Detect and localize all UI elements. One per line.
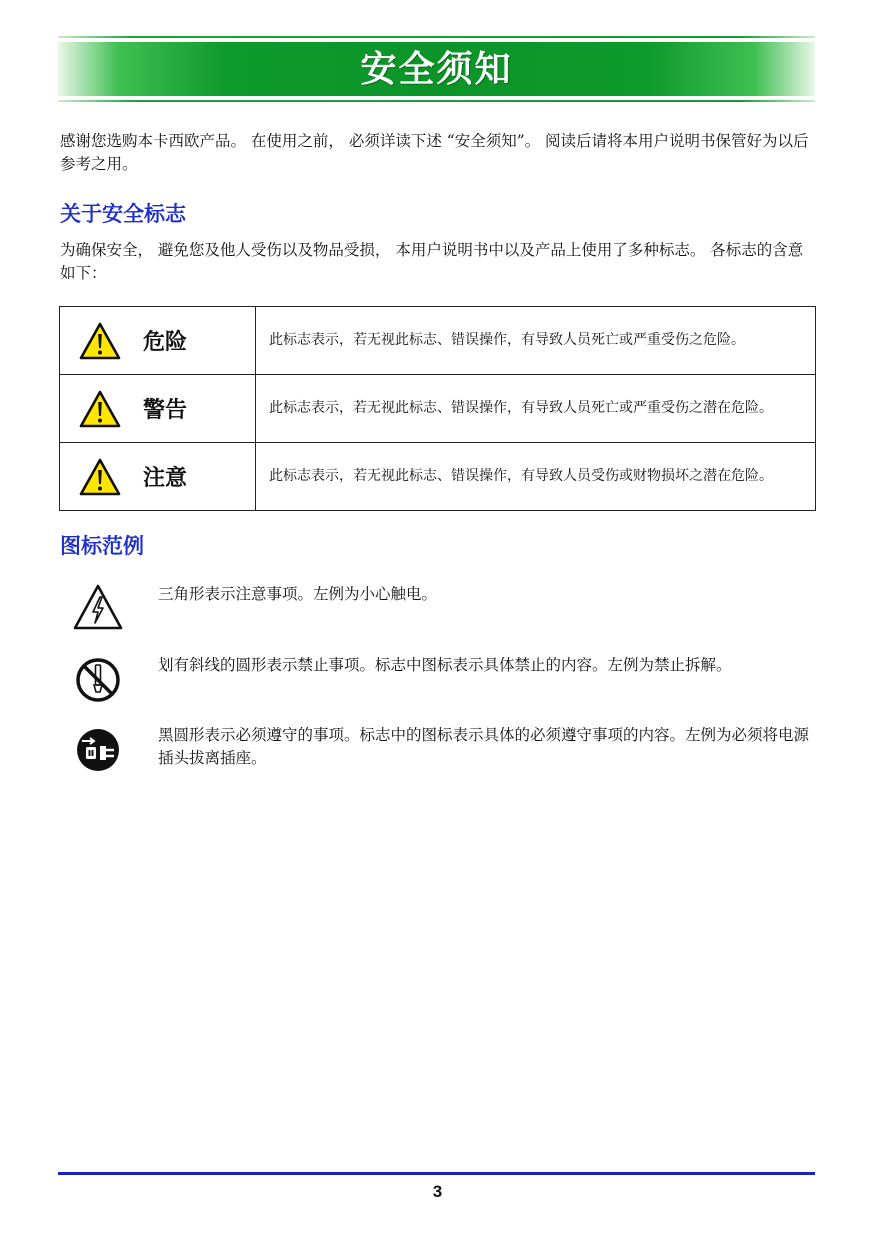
- icon-example-text: 划有斜线的圆形表示禁止事项。标志中图标表示具体禁止的内容。左例为禁止拆解。: [158, 656, 732, 674]
- electric-shock-triangle-icon: [72, 583, 124, 635]
- safety-signs-description: 为确保安全， 避免您及他人受伤以及物品受损， 本用户说明书中以及产品上使用了多种标志。 各标志的含意如下：: [60, 241, 804, 282]
- sign-label-cell: [60, 443, 256, 511]
- section-heading-icon-examples: 图标范例: [60, 533, 144, 558]
- sign-description-caution: 此标志表示，若无视此标志、错误操作，有导致人员受伤或财物损坏之潜在危险。: [256, 443, 816, 511]
- banner-bottom-line: [58, 100, 815, 102]
- warning-triangle-icon: [78, 457, 122, 497]
- sign-label-caution: 注意: [143, 465, 188, 491]
- section-heading-safety-signs: 关于安全标志: [60, 201, 186, 226]
- warning-triangle-icon: [78, 389, 122, 429]
- icon-example-text: 三角形表示注意事项。左例为小心触电。: [158, 585, 438, 603]
- sign-label-danger: 危险: [143, 329, 188, 355]
- safety-signs-table: [59, 306, 816, 511]
- icon-example-text: 黑圆形表示必须遵守的事项。标志中的图标表示具体的必须遵守事项的内容。左例为必须将电源插头拔离插座。: [158, 726, 810, 767]
- sign-label-cell: [60, 307, 256, 375]
- sign-description-warning: 此标志表示，若无视此标志、错误操作，有导致人员死亡或严重受伤之潜在危险。: [256, 375, 816, 443]
- no-disassembly-icon: [72, 654, 124, 706]
- table-row: [60, 443, 816, 511]
- unplug-power-icon: [72, 724, 124, 776]
- warning-triangle-icon: [78, 321, 122, 361]
- intro-paragraph: 感谢您选购本卡西欧产品。 在使用之前， 必须详读下述 “安全须知”。 阅读后请将本用户说明书保管好为以后参考之用。: [60, 132, 809, 173]
- sign-label-cell: [60, 375, 256, 443]
- title-banner: [58, 36, 815, 102]
- sign-description-danger: 此标志表示，若无视此标志、错误操作，有导致人员死亡或严重受伤之危险。: [256, 307, 816, 375]
- footer-rule: [58, 1172, 815, 1175]
- page-number: 3: [432, 1182, 443, 1201]
- banner-top-line: [58, 36, 815, 38]
- sign-label-warning: 警告: [143, 397, 188, 423]
- page-title: 安全须知: [360, 48, 513, 90]
- table-row: [60, 307, 816, 375]
- table-row: [60, 375, 816, 443]
